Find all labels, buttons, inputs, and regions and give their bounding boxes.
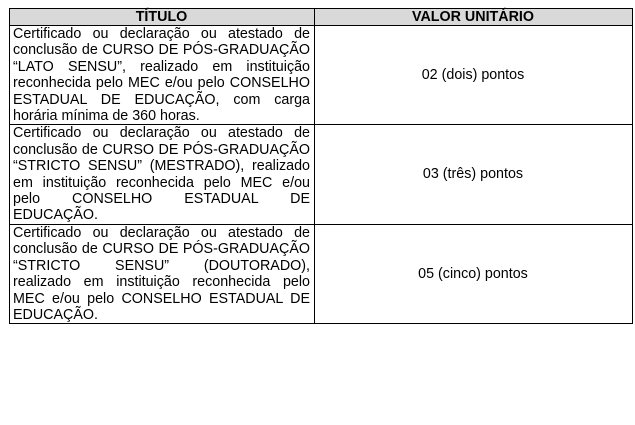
row-value: 05 (cinco) pontos [315, 224, 633, 323]
header-row [10, 9, 633, 26]
table-row [10, 224, 633, 323]
score-table [9, 8, 633, 324]
table-row [10, 26, 633, 125]
row-description: Certificado ou declaração ou atestado de conclusão de CURSO DE PÓS-GRADUAÇÃO “STRICTO SENSU” (MESTRADO), realizado em instituição reconhecida pelo MEC e/ou pelo CONSELHO ESTADUAL DE EDUCAÇÃO. [10, 125, 315, 224]
header-unit-value: VALOR UNITÁRIO [315, 9, 633, 26]
table-header [10, 9, 633, 26]
row-description: Certificado ou declaração ou atestado de conclusão de CURSO DE PÓS-GRADUAÇÃO “LATO SENSU”, realizado em instituição reconhecida pelo MEC e/ou pelo CONSELHO ESTADUAL DE EDUCAÇÃO, com carga horária mínima de 360 horas. [10, 26, 315, 125]
table-row [10, 125, 633, 224]
table-body [10, 26, 633, 324]
row-value: 03 (três) pontos [315, 125, 633, 224]
header-title: TÍTULO [10, 9, 315, 26]
row-value: 02 (dois) pontos [315, 26, 633, 125]
row-description: Certificado ou declaração ou atestado de conclusão de CURSO DE PÓS-GRADUAÇÃO “STRICTO SENSU” (DOUTORADO), realizado em instituição reconhecida pelo MEC e/ou pelo CONSELHO ESTADUAL DE EDUCAÇÃO. [10, 224, 315, 323]
